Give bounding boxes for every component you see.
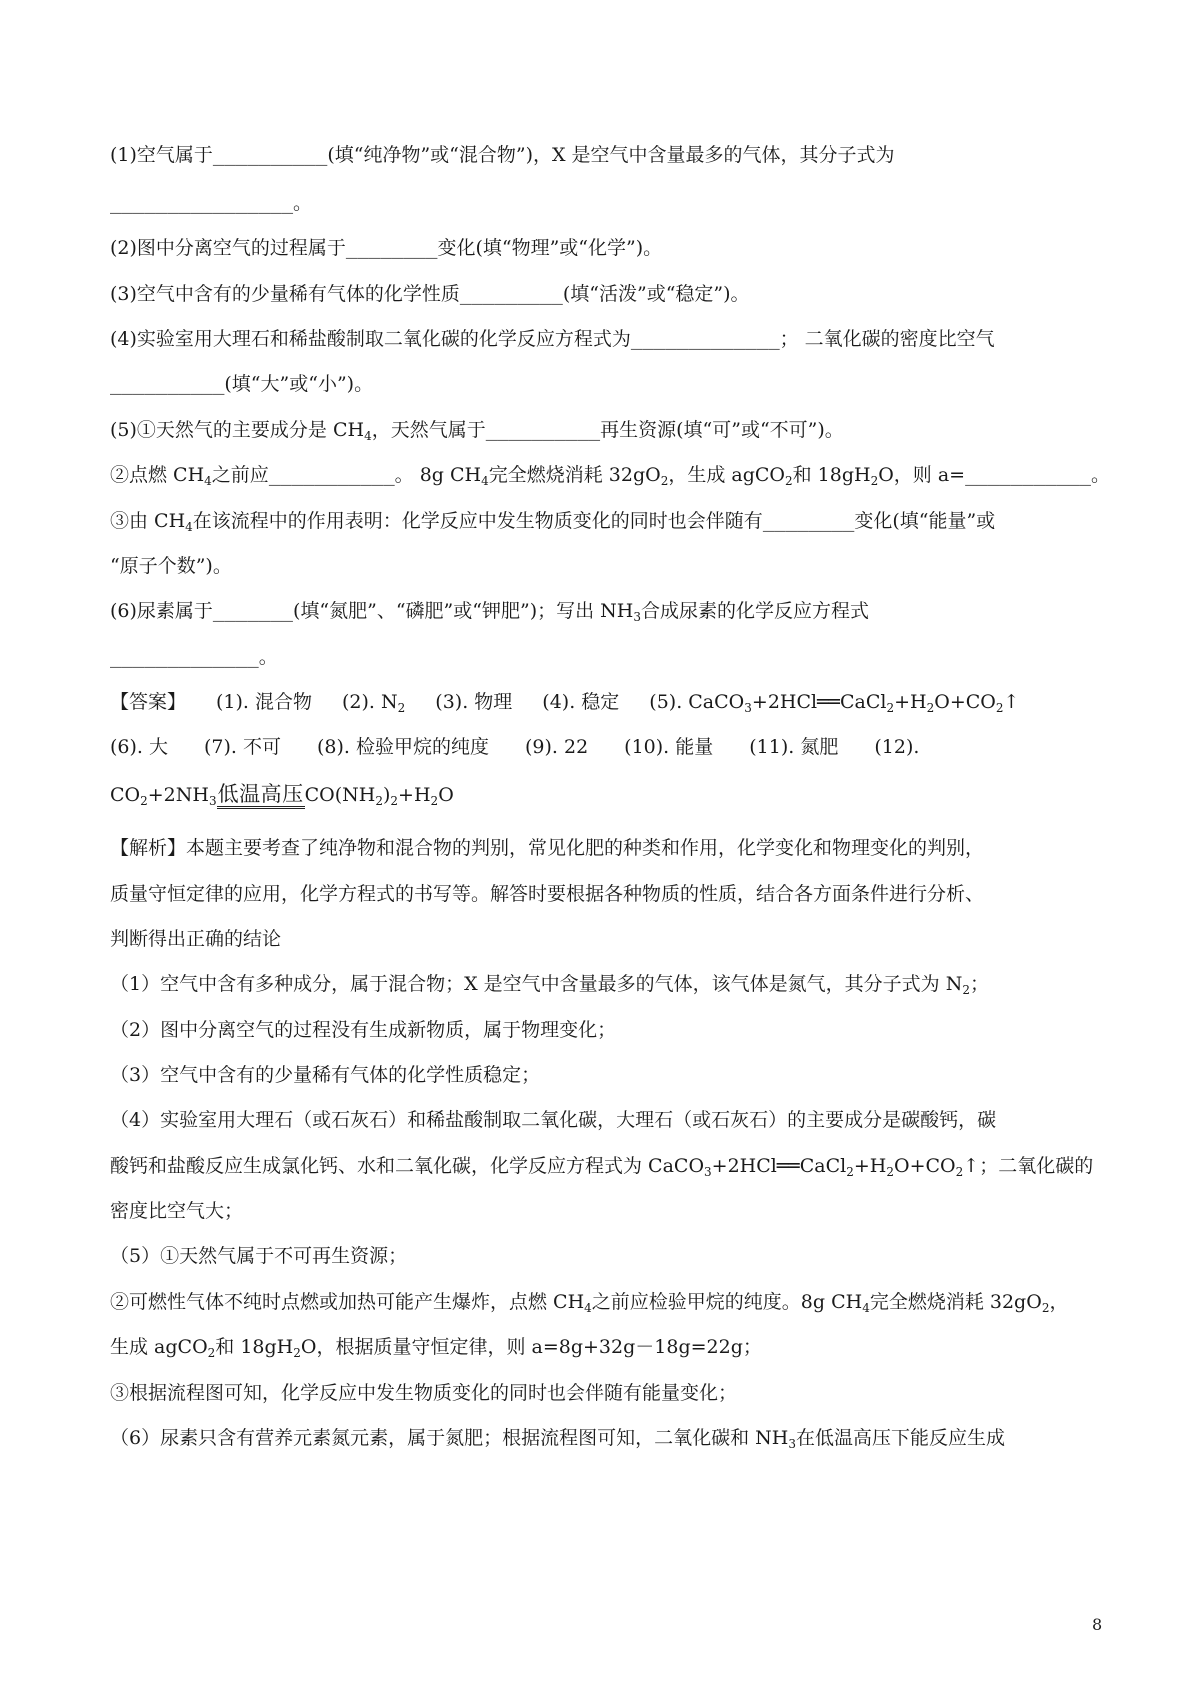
analysis-step-4-line-2: 酸钙和盐酸反应生成氯化钙、水和二氧化碳，化学反应方程式为 $CaCO_3+2HCl══CaCl_2+H_2O+CO_2↑$；二氧化碳的 <box>110 1155 1094 1179</box>
analysis-step-5-part-3: ③根据流程图可知，化学反应中发生物质变化的同时也会伴随有能量变化； <box>110 1382 738 1404</box>
answer-blank: _______ <box>212 600 293 622</box>
analysis-step-3: （3）空气中含有的少量稀有气体的化学性质稳定； <box>110 1064 541 1086</box>
question-6-line-2: _____________。 <box>110 646 278 668</box>
answer-blank: ___________ <box>268 464 395 486</box>
reaction-condition: 低温高压 <box>217 782 305 809</box>
answer-blank: ___________ <box>965 464 1091 486</box>
answer-equation: $CO_2+2NH_3$低温高压$CO(NH_2)_2+H_2O$ <box>110 782 454 808</box>
analysis-step-6: （6）尿素只含有营养元素氮元素，属于氮肥；根据流程图可知，二氧化碳和 $NH_3$在低温高压下能反应生成 <box>110 1427 1005 1451</box>
answer-label: 【答案】 <box>110 691 187 713</box>
answer-blank: _________ <box>459 283 563 305</box>
question-1-line-2: ________________。 <box>110 192 313 214</box>
question-4-line-2: __________(填“大”或“小”)。 <box>110 373 374 395</box>
answer-blank: ________________ <box>110 192 294 214</box>
analysis-paragraph-line-2: 质量守恒定律的应用，化学方程式的书写等。解答时要根据各种物质的性质，结合各方面条件进行分析、 <box>110 883 985 905</box>
answer-line-2: (6). 大 (7). 不可 (8). 检验甲烷的纯度 (9). 22 (10). 能量 (11). 氮肥 (12). <box>110 736 920 758</box>
analysis-step-5-part-2-cont: 生成 agCO$_2$和 $18gH_2O$，根据质量守恒定律，则 a=8g+32g－18g=22g； <box>110 1336 762 1360</box>
analysis-step-5-part-2: ②可燃性气体不纯时点燃或加热可能产生爆炸，点燃 $CH_4$之前应检验甲烷的纯度。8g $CH_4$完全燃烧消耗 $32gO_2$， <box>110 1291 1069 1315</box>
analysis-step-4-line-1: （4）实验室用大理石（或石灰石）和稀盐酸制取二氧化碳，大理石（或石灰石）的主要成分是碳酸钙，碳 <box>110 1109 997 1131</box>
question-1-line-1: (1)空气属于__________(填“纯净物”或“混合物”)，X 是空气中含量最多的气体，其分子式为 <box>110 144 895 166</box>
answer-line-1: 【答案】 (1). 混合物 (2). $N_2$ (3). 物理 (4). 稳定 (5). $CaCO_3+2HCl══CaCl_2+H_2O+CO_2↑$ <box>110 691 1020 715</box>
analysis-step-4-line-3: 密度比空气大； <box>110 1200 244 1222</box>
answer-blank: ________ <box>345 237 438 259</box>
answer-blank: __________ <box>485 419 601 441</box>
question-3: (3)空气中含有的少量稀有气体的化学性质_________(填“活泼”或“稳定”)。 <box>110 283 750 305</box>
question-5-part-3: ③由 $CH_4$在该流程中的作用表明：化学反应中发生物质变化的同时也会伴随有________变化(填“能量”或 <box>110 510 996 534</box>
answer-blank: __________ <box>110 373 225 395</box>
analysis-paragraph-line-1: 【解析】本题主要考查了纯净物和混合物的判别，常见化肥的种类和作用，化学变化和物理变化的判别， <box>110 837 985 859</box>
analysis-step-2: （2）图中分离空气的过程没有生成新物质，属于物理变化； <box>110 1019 617 1041</box>
question-5-part-1: (5)①天然气的主要成分是 $CH_4$，天然气属于__________再生资源(填“可”或“不可”)。 <box>110 419 844 443</box>
question-5-part-3-cont: “原子个数”)。 <box>110 555 232 577</box>
answer-blank: ________ <box>762 510 855 532</box>
analysis-paragraph-line-3: 判断得出正确的结论 <box>110 928 282 950</box>
answer-blank: _____________ <box>630 328 780 350</box>
analysis-step-1: （1）空气中含有多种成分，属于混合物；X 是空气中含量最多的气体，该气体是氮气，其分子式为 $N_2$； <box>110 973 989 997</box>
answer-blank: __________ <box>212 144 328 166</box>
page-number: 8 <box>1092 1615 1103 1634</box>
question-5-part-2: ②点燃 $CH_4$之前应___________。 8g $CH_4$完全燃烧消耗 $32gO_2$，生成 agCO$_2$和 $18gH_2O$，则 a=___________。 <box>110 464 1110 488</box>
answer-blank: _____________ <box>110 646 259 668</box>
question-4-line-1: (4)实验室用大理石和稀盐酸制取二氧化碳的化学反应方程式为_____________； 二氧化碳的密度比空气 <box>110 328 995 350</box>
question-2: (2)图中分离空气的过程属于________变化(填“物理”或“化学”)。 <box>110 237 663 259</box>
question-6-line-1: (6)尿素属于_______(填“氮肥”、“磷肥”或“钾肥”)；写出 $NH_3$合成尿素的化学反应方程式 <box>110 600 869 624</box>
analysis-step-5-part-1: （5）①天然气属于不可再生资源； <box>110 1245 408 1267</box>
